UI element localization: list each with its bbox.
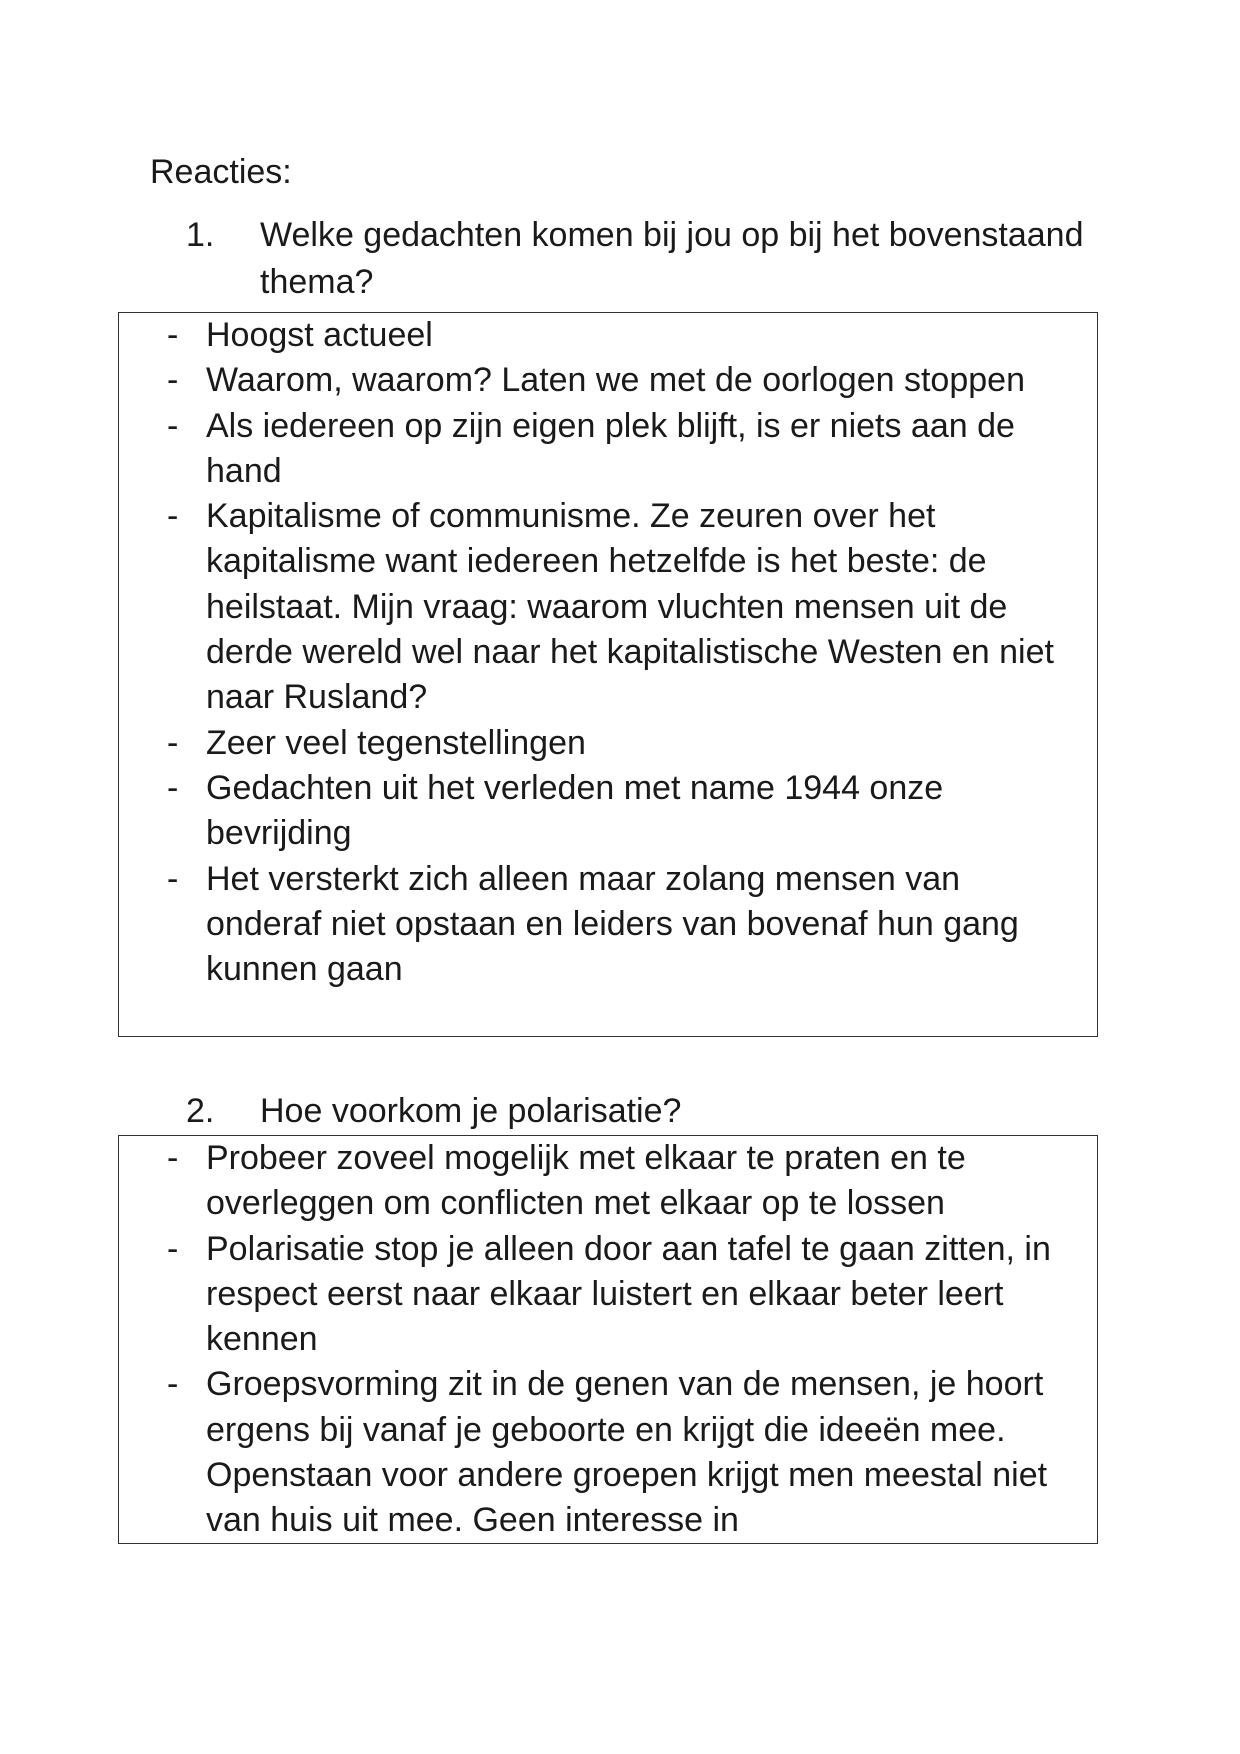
bullet-dash: - — [167, 361, 179, 400]
answer-text: Hoogst actueel — [206, 316, 433, 354]
answer-item — [119, 404, 1097, 495]
question-number: 2. — [186, 1092, 215, 1130]
answer-text: Groepsvorming zit in de genen van de mensen, je hoort ergens bij vanaf je geboorte en krijgt die ideeën mee. Openstaan voor andere groepen krijgt men meestal niet van huis uit mee. Geen interesse in — [206, 1365, 1048, 1540]
question-1 — [186, 212, 1086, 306]
bullet-dash: - — [167, 406, 179, 445]
answer-text: Het versterkt zich alleen maar zolang mensen van onderaf niet opstaan en leiders van bovenaf hun gang kunnen gaan — [206, 859, 1019, 989]
question-number: 1. — [186, 216, 215, 254]
answer-box-1 — [118, 312, 1098, 1037]
answer-text: Waarom, waarom? Laten we met de oorlogen stoppen — [206, 361, 1025, 400]
bullet-dash: - — [167, 859, 179, 898]
question-text: Welke gedachten komen bij jou op bij het bovenstaand thema? — [260, 216, 1084, 301]
answer-item — [119, 766, 1097, 857]
question-text: Hoe voorkom je polarisatie? — [260, 1092, 682, 1130]
answer-item — [119, 358, 1097, 403]
bullet-dash: - — [167, 723, 179, 762]
answer-box-2 — [118, 1135, 1098, 1544]
answer-text: Gedachten uit het verleden met name 1944 onze bevrijding — [206, 768, 944, 853]
answer-item — [119, 313, 1097, 358]
answer-item — [119, 1362, 1097, 1543]
answer-item — [119, 494, 1097, 720]
answer-item — [119, 857, 1097, 993]
answer-text: Als iedereen op zijn eigen plek blijft, is er niets aan de hand — [206, 406, 1015, 490]
answer-item — [119, 721, 1097, 766]
answer-text: Kapitalisme of communisme. Ze zeuren over het kapitalisme want iedereen hetzelfde is het beste: de heilstaat. Mijn vraag: waarom vluchten mensen uit de derde wereld wel naar het kapitalistische Westen en niet naar Rusland? — [206, 497, 1054, 717]
bullet-dash: - — [167, 497, 179, 536]
answer-text: Polarisatie stop je alleen door aan tafel te gaan zitten, in respect eerst naar elkaar luistert en elkaar beter leert kennen — [206, 1229, 1051, 1359]
answer-text: Probeer zoveel mogelijk met elkaar te praten en te overleggen om conflicten met elkaar op te lossen — [206, 1139, 966, 1223]
bullet-dash: - — [167, 316, 179, 354]
bullet-dash: - — [167, 1229, 179, 1268]
bullet-dash: - — [167, 1365, 179, 1404]
answer-text: Zeer veel tegenstellingen — [206, 723, 586, 762]
answer-item — [119, 1136, 1097, 1227]
page-heading: Reacties: — [150, 153, 292, 191]
answer-item — [119, 1227, 1097, 1363]
bullet-dash: - — [167, 1139, 179, 1177]
bullet-dash: - — [167, 768, 179, 807]
question-2 — [186, 1088, 1086, 1135]
